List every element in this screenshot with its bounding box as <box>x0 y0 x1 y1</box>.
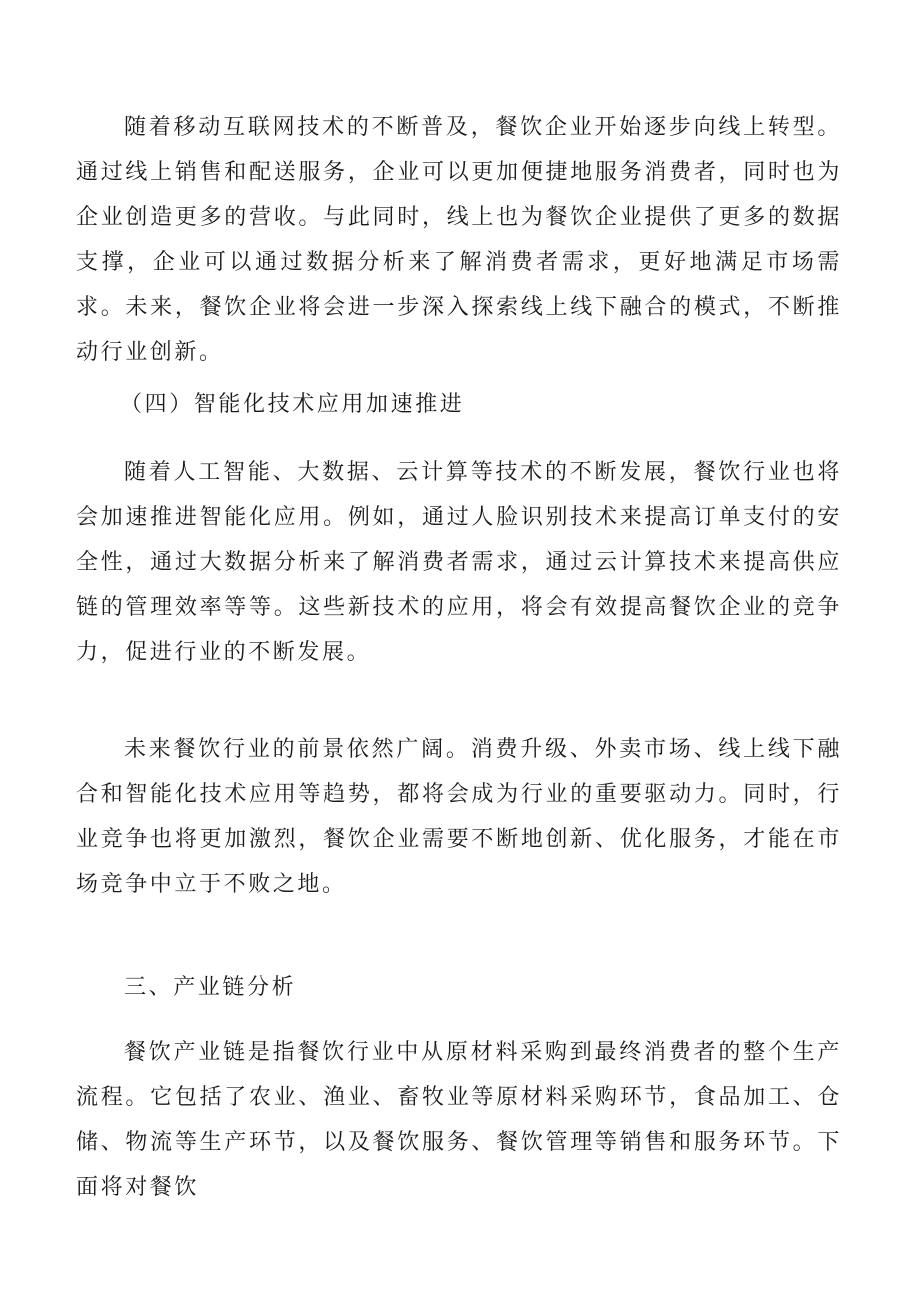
paragraph-industry-chain-intro: 餐饮产业链是指餐饮行业中从原材料采购到最终消费者的整个生产流程。它包括了农业、渔业、畜牧业等原材料采购环节，食品加工、仓储、物流等生产环节，以及餐饮服务、餐饮管理等销售和服务环节。下面将对餐饮 <box>76 1040 842 1200</box>
section-heading-industry-chain: 三、产业链分析 <box>124 975 297 1000</box>
paragraph-online-transformation: 随着移动互联网技术的不断普及，餐饮企业开始逐步向线上转型。通过线上销售和配送服务，企业可以更加便捷地服务消费者，同时也为企业创造更多的营收。与此同时，线上也为餐饮企业提供了更多的数据支撑，企业可以通过数据分析来了解消费者需求，更好地满足市场需求。未来，餐饮企业将会进一步深入探索线上线下融合的模式，不断推动行业创新。 <box>76 115 842 365</box>
paragraph-intelligent-applications: 随着人工智能、大数据、云计算等技术的不断发展，餐饮行业也将会加速推进智能化应用。例如，通过人脸识别技术来提高订单支付的安全性，通过大数据分析来了解消费者需求，通过云计算技术来提高供应链的管理效率等等。这些新技术的应用，将会有效提高餐饮企业的竞争力，促进行业的不断发展。 <box>76 460 842 665</box>
section-heading-intelligent-tech: （四）智能化技术应用加速推进 <box>120 392 465 417</box>
paragraph-industry-outlook: 未来餐饮行业的前景依然广阔。消费升级、外卖市场、线上线下融合和智能化技术应用等趋势，都将会成为行业的重要驱动力。同时，行业竞争也将更加激烈，餐饮企业需要不断地创新、优化服务，才能在市场竞争中立于不败之地。 <box>76 737 842 897</box>
